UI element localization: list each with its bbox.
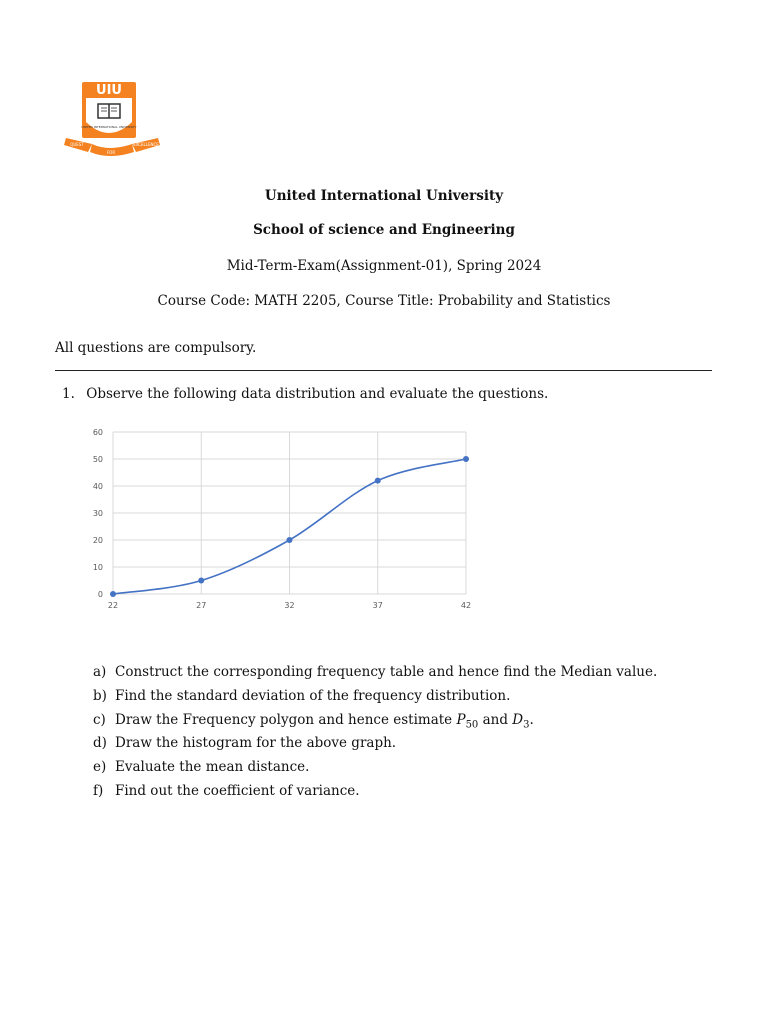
data-point <box>198 578 204 584</box>
y-tick-label: 40 <box>92 482 103 491</box>
ogive-chart <box>82 424 482 616</box>
x-tick-label: 37 <box>372 601 383 610</box>
subquestion-text: Draw the histogram for the above graph. <box>115 735 397 752</box>
school-title: School of science and Engineering <box>253 222 515 238</box>
subquestion-list <box>93 664 657 807</box>
x-tick-label: 32 <box>284 601 295 610</box>
y-tick-label: 0 <box>97 590 103 599</box>
subquestion-label: b) <box>93 687 107 704</box>
ribbon-left: QUEST <box>70 142 84 147</box>
subquestion-text-end: . <box>529 711 534 728</box>
subquestion-text: Find the standard deviation of the frequency distribution. <box>115 687 511 704</box>
x-tick-labels <box>108 601 471 610</box>
data-point <box>375 478 381 484</box>
x-tick-label: 42 <box>460 601 472 610</box>
math-p-subscript: 50 <box>465 719 479 731</box>
data-point <box>287 537 293 543</box>
university-logo <box>62 78 162 160</box>
subquestion-text: Construct the corresponding frequency table and hence find the Median value. <box>115 664 658 680</box>
exam-title: Mid-Term-Exam(Assignment-01), Spring 2024 <box>226 258 542 274</box>
math-p: P <box>456 711 466 728</box>
instructions: All questions are compulsory. <box>55 340 257 356</box>
subquestion-d <box>93 735 657 759</box>
subquestion-label: d) <box>93 735 107 752</box>
y-tick-label: 10 <box>92 563 103 572</box>
data-point <box>110 591 116 597</box>
subquestion-text: Find out the coefficient of variance. <box>115 782 360 799</box>
subquestion-c <box>93 712 657 736</box>
subquestion-a <box>93 664 657 688</box>
subquestion-text-mid: and <box>478 711 513 728</box>
y-tick-label: 60 <box>92 428 103 437</box>
x-tick-label: 27 <box>196 601 207 610</box>
chart-grid <box>113 432 466 594</box>
y-tick-label: 20 <box>92 536 103 545</box>
subquestion-label: c) <box>93 711 106 728</box>
subquestion-text: Draw the Frequency polygon and hence estimate <box>115 711 457 728</box>
x-tick-label: 22 <box>107 601 119 610</box>
question-number: 1. <box>62 386 75 402</box>
subquestion-b <box>93 688 657 712</box>
y-tick-label: 50 <box>92 455 103 464</box>
question-1 <box>62 386 548 402</box>
math-d: D <box>512 711 524 728</box>
logo-abbr: UIU <box>96 83 122 98</box>
university-title: United International University <box>264 188 504 204</box>
data-point <box>463 456 469 462</box>
question-text: Observe the following data distribution and evaluate the questions. <box>86 386 549 402</box>
math-d-subscript: 3 <box>523 719 530 731</box>
course-info: Course Code: MATH 2205, Course Title: Probability and Statistics <box>157 293 611 309</box>
ribbon-center: FOR <box>106 150 116 155</box>
ribbon-right: EXCELLENCE <box>133 142 159 147</box>
subquestion-text: Evaluate the mean distance. <box>115 759 310 776</box>
y-tick-label: 30 <box>92 509 103 518</box>
subquestion-f <box>93 783 657 807</box>
logo-name: UNITED INTERNATIONAL UNIVERSITY <box>81 125 137 129</box>
divider <box>55 370 712 371</box>
y-tick-labels <box>93 428 103 599</box>
subquestion-e <box>93 759 657 783</box>
subquestion-label: f) <box>93 782 104 799</box>
subquestion-label: e) <box>93 759 107 776</box>
subquestion-label: a) <box>93 664 107 680</box>
